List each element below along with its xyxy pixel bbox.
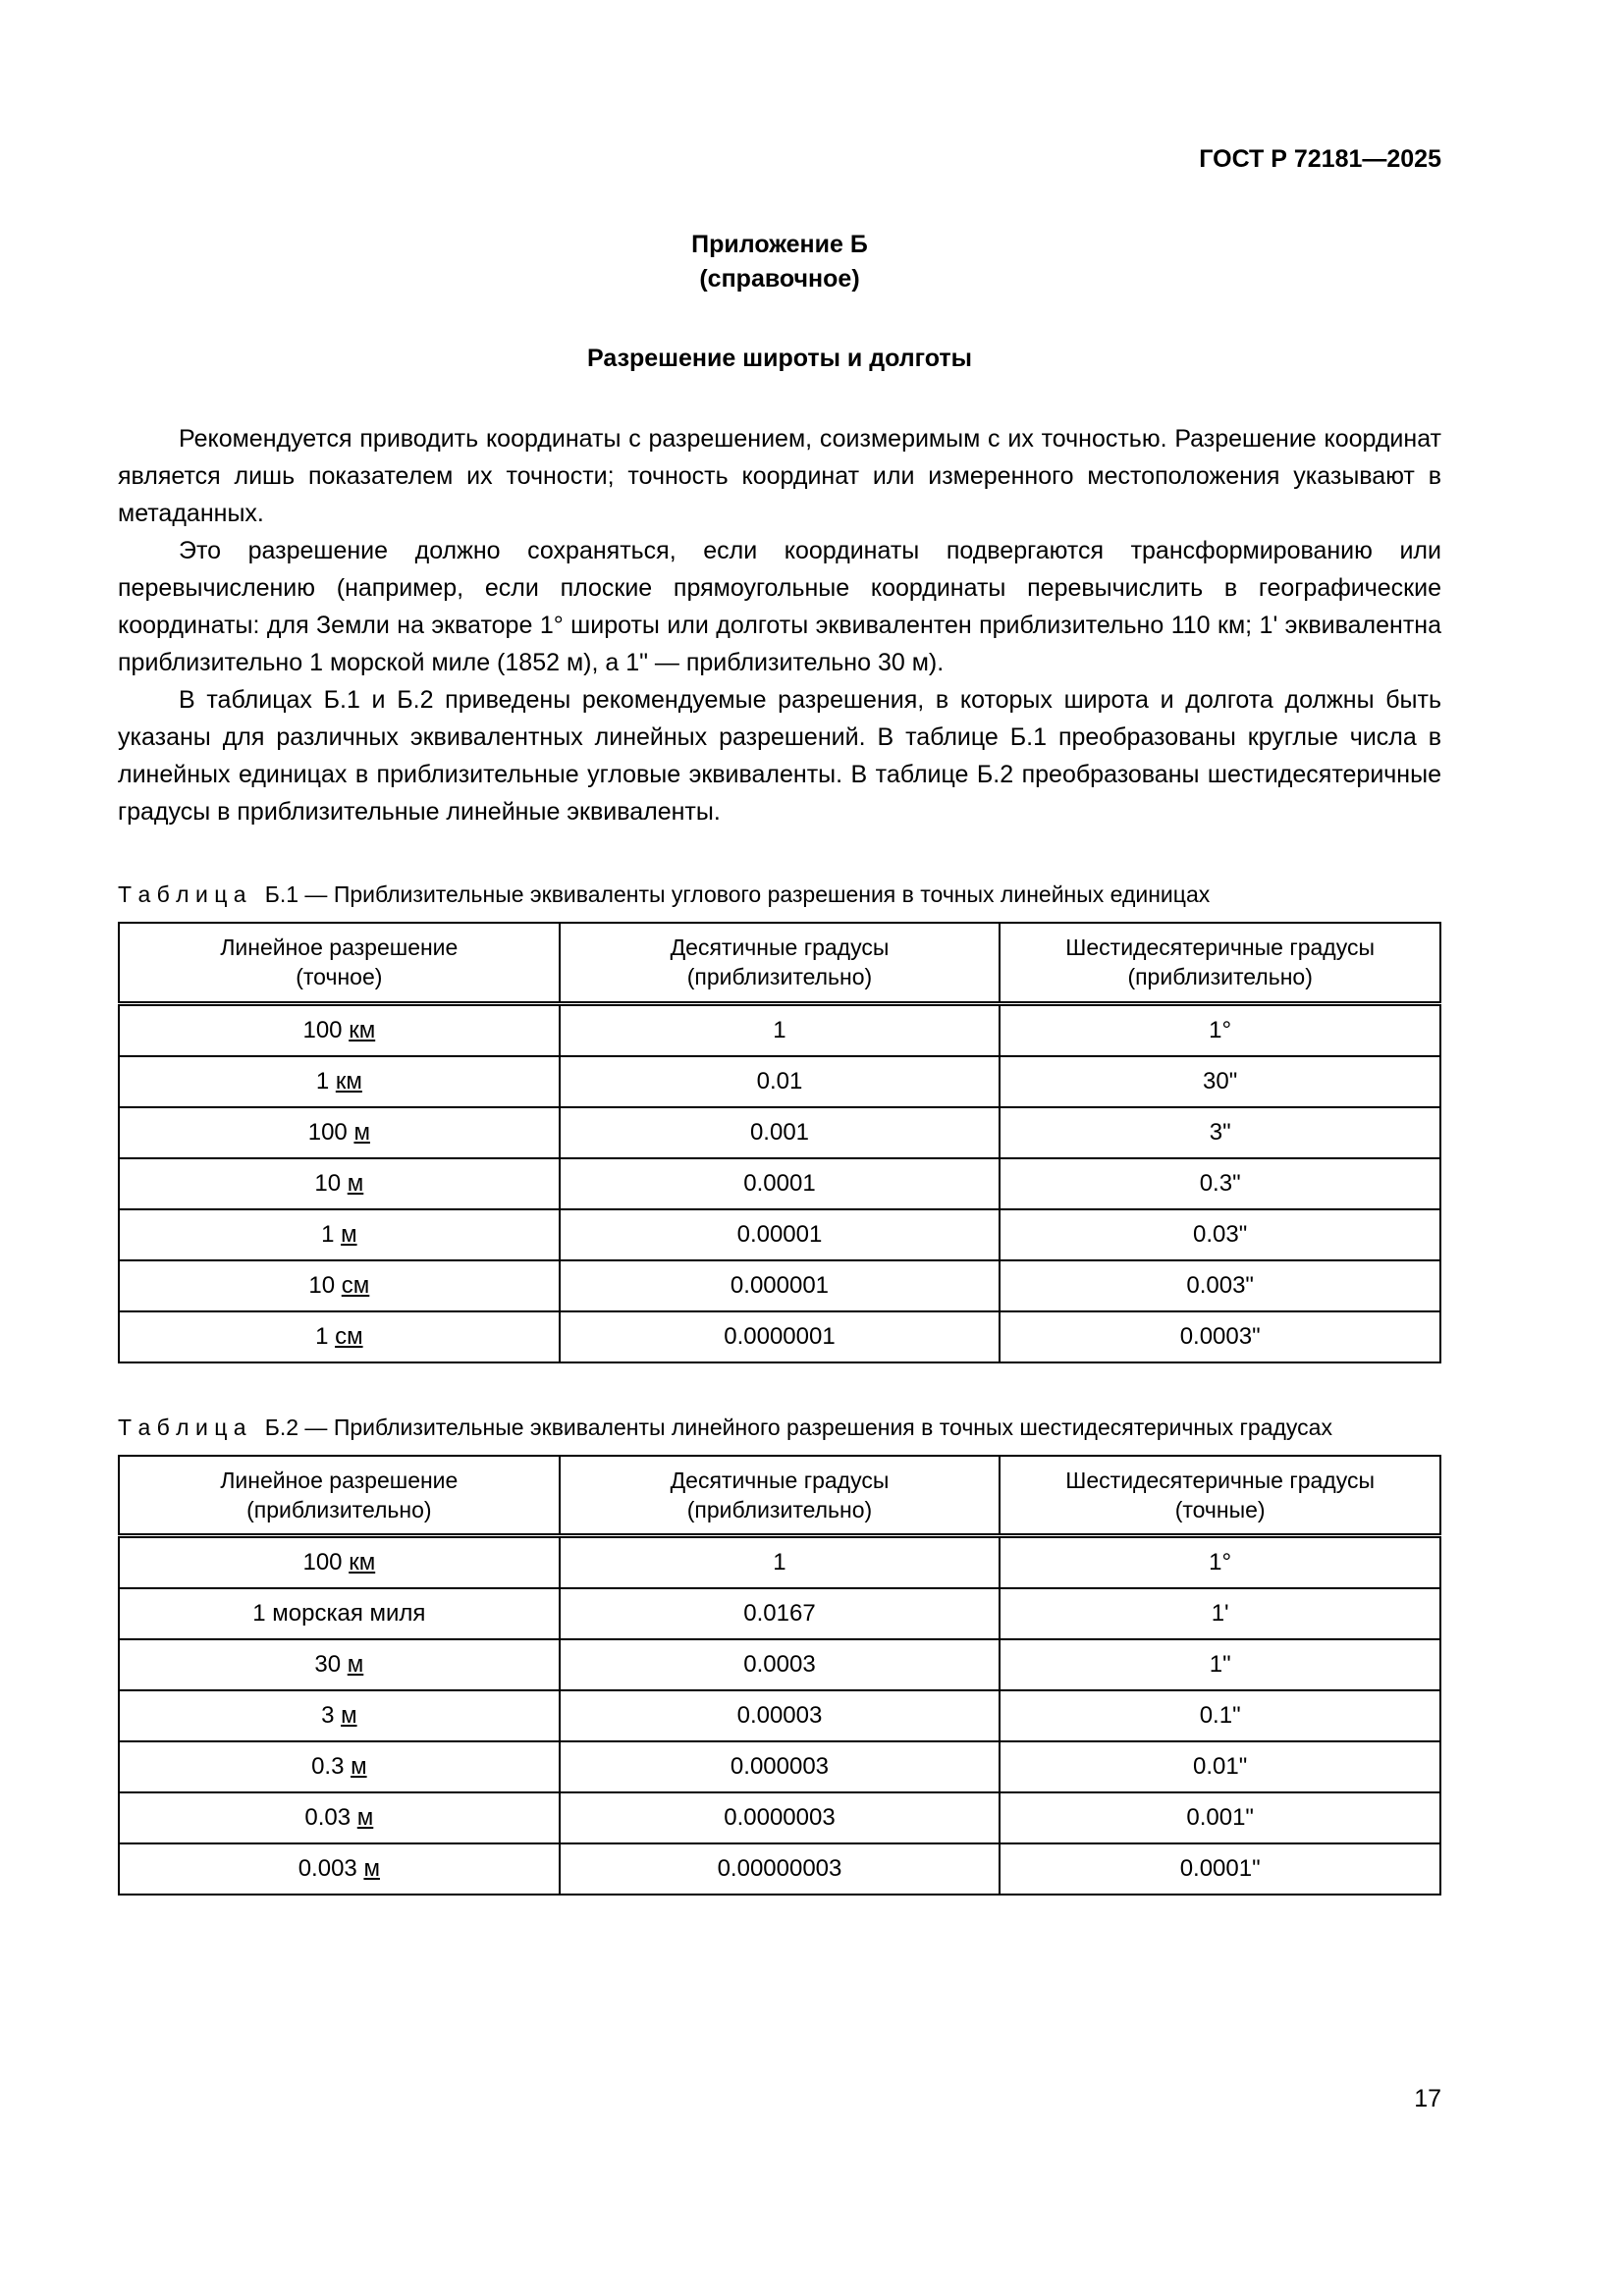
table-row [119,1843,1440,1895]
data-table [118,922,1441,1363]
table-cell: 0.0167 [560,1588,1001,1639]
table-cell: 3" [1000,1107,1440,1158]
column-header: Десятичные градусы (приблизительно) [560,923,1001,1003]
table-cell: 1 морская миля [119,1588,560,1639]
table-cell: 1" [1000,1639,1440,1690]
column-header: Линейное разрешение (приблизительно) [119,1456,560,1536]
underlined-unit: см [335,1322,363,1350]
table-row [119,1003,1440,1056]
table-row [119,1209,1440,1260]
table-cell: 0.000001 [560,1260,1001,1311]
table-cell: 1' [1000,1588,1440,1639]
table-cell: 0.1" [1000,1690,1440,1741]
appendix-label: Приложение Б [691,231,868,258]
page-title: Разрешение широты и долготы [587,345,972,372]
underlined-unit: км [349,1549,376,1576]
underlined-unit: м [341,1220,357,1248]
table-cell: 10 см [119,1260,560,1311]
table-row [119,1639,1440,1690]
table-cell: 0.001" [1000,1792,1440,1843]
underlined-unit: см [341,1271,370,1299]
table-b1-caption [118,881,1441,908]
table-header-row [119,923,1440,1003]
table-cell: 1° [1000,1536,1440,1589]
table-cell: 0.003" [1000,1260,1440,1311]
table-cell: 0.00001 [560,1209,1001,1260]
underlined-unit: м [347,1651,364,1679]
underlined-unit: м [353,1118,370,1146]
column-header: Линейное разрешение (точное) [119,923,560,1003]
underlined-unit: м [341,1702,357,1730]
table-cell: 30" [1000,1056,1440,1107]
paragraph: В таблицах Б.1 и Б.2 приведены рекомендуемые разрешения, в которых широта и долгота должны быть указаны для различных эквивалентных линейных разрешений. В таблице Б.1 преобразованы круглые числа в линейных единицах в приблизительные угловые эквиваленты. В таблице Б.2 преобразованы шестидесятеричные градусы в приблизительные линейные эквиваленты. [118,686,1441,826]
table-cell: 0.01" [1000,1741,1440,1792]
table-cell: 0.000003 [560,1741,1001,1792]
table-row [119,1056,1440,1107]
table-row [119,1588,1440,1639]
table-cell: 0.03" [1000,1209,1440,1260]
table-b2-body [119,1536,1440,1896]
underlined-unit: м [363,1855,380,1883]
table-cell: 0.00000003 [560,1843,1001,1895]
table-row [119,1311,1440,1362]
column-header: Шестидесятеричные градусы (приблизительно) [1000,923,1440,1003]
paragraphs [118,420,1441,830]
document-header: ГОСТ Р 72181—2025 [1199,145,1441,173]
table-header-row [119,1456,1440,1536]
table-cell: 1° [1000,1003,1440,1056]
table-row [119,1741,1440,1792]
table-cell: 0.003 м [119,1843,560,1895]
table-cell: 0.00003 [560,1690,1001,1741]
table-cell: 0.3 м [119,1741,560,1792]
table-b1-section [118,881,1441,1363]
paragraph: Рекомендуется приводить координаты с разрешением, соизмеримым с их точностью. Разрешение координат является лишь показателем их точности; точность координат или измеренного местоположения указывают в метаданных. [118,425,1441,527]
underlined-unit: км [335,1067,362,1095]
appendix-type: (справочное) [699,265,860,293]
page-number: 17 [1414,2085,1441,2112]
table-cell: 100 км [119,1536,560,1589]
table-row [119,1158,1440,1209]
table-cell: 0.001 [560,1107,1001,1158]
data-table [118,1455,1441,1896]
table-cell: 100 м [119,1107,560,1158]
table-row [119,1260,1440,1311]
table-cell: 10 м [119,1158,560,1209]
table-cell: 1 км [119,1056,560,1107]
table-b1-body [119,1003,1440,1362]
underlined-unit: м [347,1169,364,1197]
table-cell: 100 км [119,1003,560,1056]
table-cell: 1 [560,1003,1001,1056]
paragraph: Это разрешение должно сохраняться, если координаты подвергаются трансформированию или перевычислению (например, если плоские прямоугольные координаты перевычислить в географические координаты: для Земли на экваторе 1° широты или долготы эквивалентен приблизительно 110 км; 1' эквивалентна приблизительно 1 морской миле (1852 м), а 1" — приблизительно 30 м). [118,537,1441,676]
table-cell: 0.0001" [1000,1843,1440,1895]
table-cell: 1 м [119,1209,560,1260]
table-row [119,1792,1440,1843]
underlined-unit: км [349,1016,376,1043]
underlined-unit: м [351,1753,367,1781]
table-cell: 0.0000003 [560,1792,1001,1843]
table-cell: 0.0003 [560,1639,1001,1690]
column-header: Десятичные градусы (приблизительно) [560,1456,1001,1536]
table-row [119,1107,1440,1158]
table-b2-caption-text: Т а б л и ц а Б.2 — Приблизительные эквиваленты линейного разрешения в точных шестидесятеричных градусах [118,1414,1332,1440]
table-cell: 3 м [119,1690,560,1741]
table-b1-caption-text: Т а б л и ц а Б.1 — Приблизительные эквиваленты углового разрешения в точных линейных единицах [118,881,1211,907]
table-b2-section [118,1415,1441,1896]
table-cell: 0.03 м [119,1792,560,1843]
table-cell: 0.0000001 [560,1311,1001,1362]
underlined-unit: м [356,1804,374,1832]
table-cell: 0.0003" [1000,1311,1440,1362]
column-header: Шестидесятеричные градусы (точные) [1000,1456,1440,1536]
table-row [119,1536,1440,1589]
table-row [119,1690,1440,1741]
table-b2-caption [118,1415,1441,1441]
table-cell: 30 м [119,1639,560,1690]
table-cell: 0.0001 [560,1158,1001,1209]
table-cell: 1 см [119,1311,560,1362]
table-cell: 1 [560,1536,1001,1589]
table-cell: 0.01 [560,1056,1001,1107]
table-b1-head [119,923,1440,1003]
table-cell: 0.3" [1000,1158,1440,1209]
table-b2-head [119,1456,1440,1536]
